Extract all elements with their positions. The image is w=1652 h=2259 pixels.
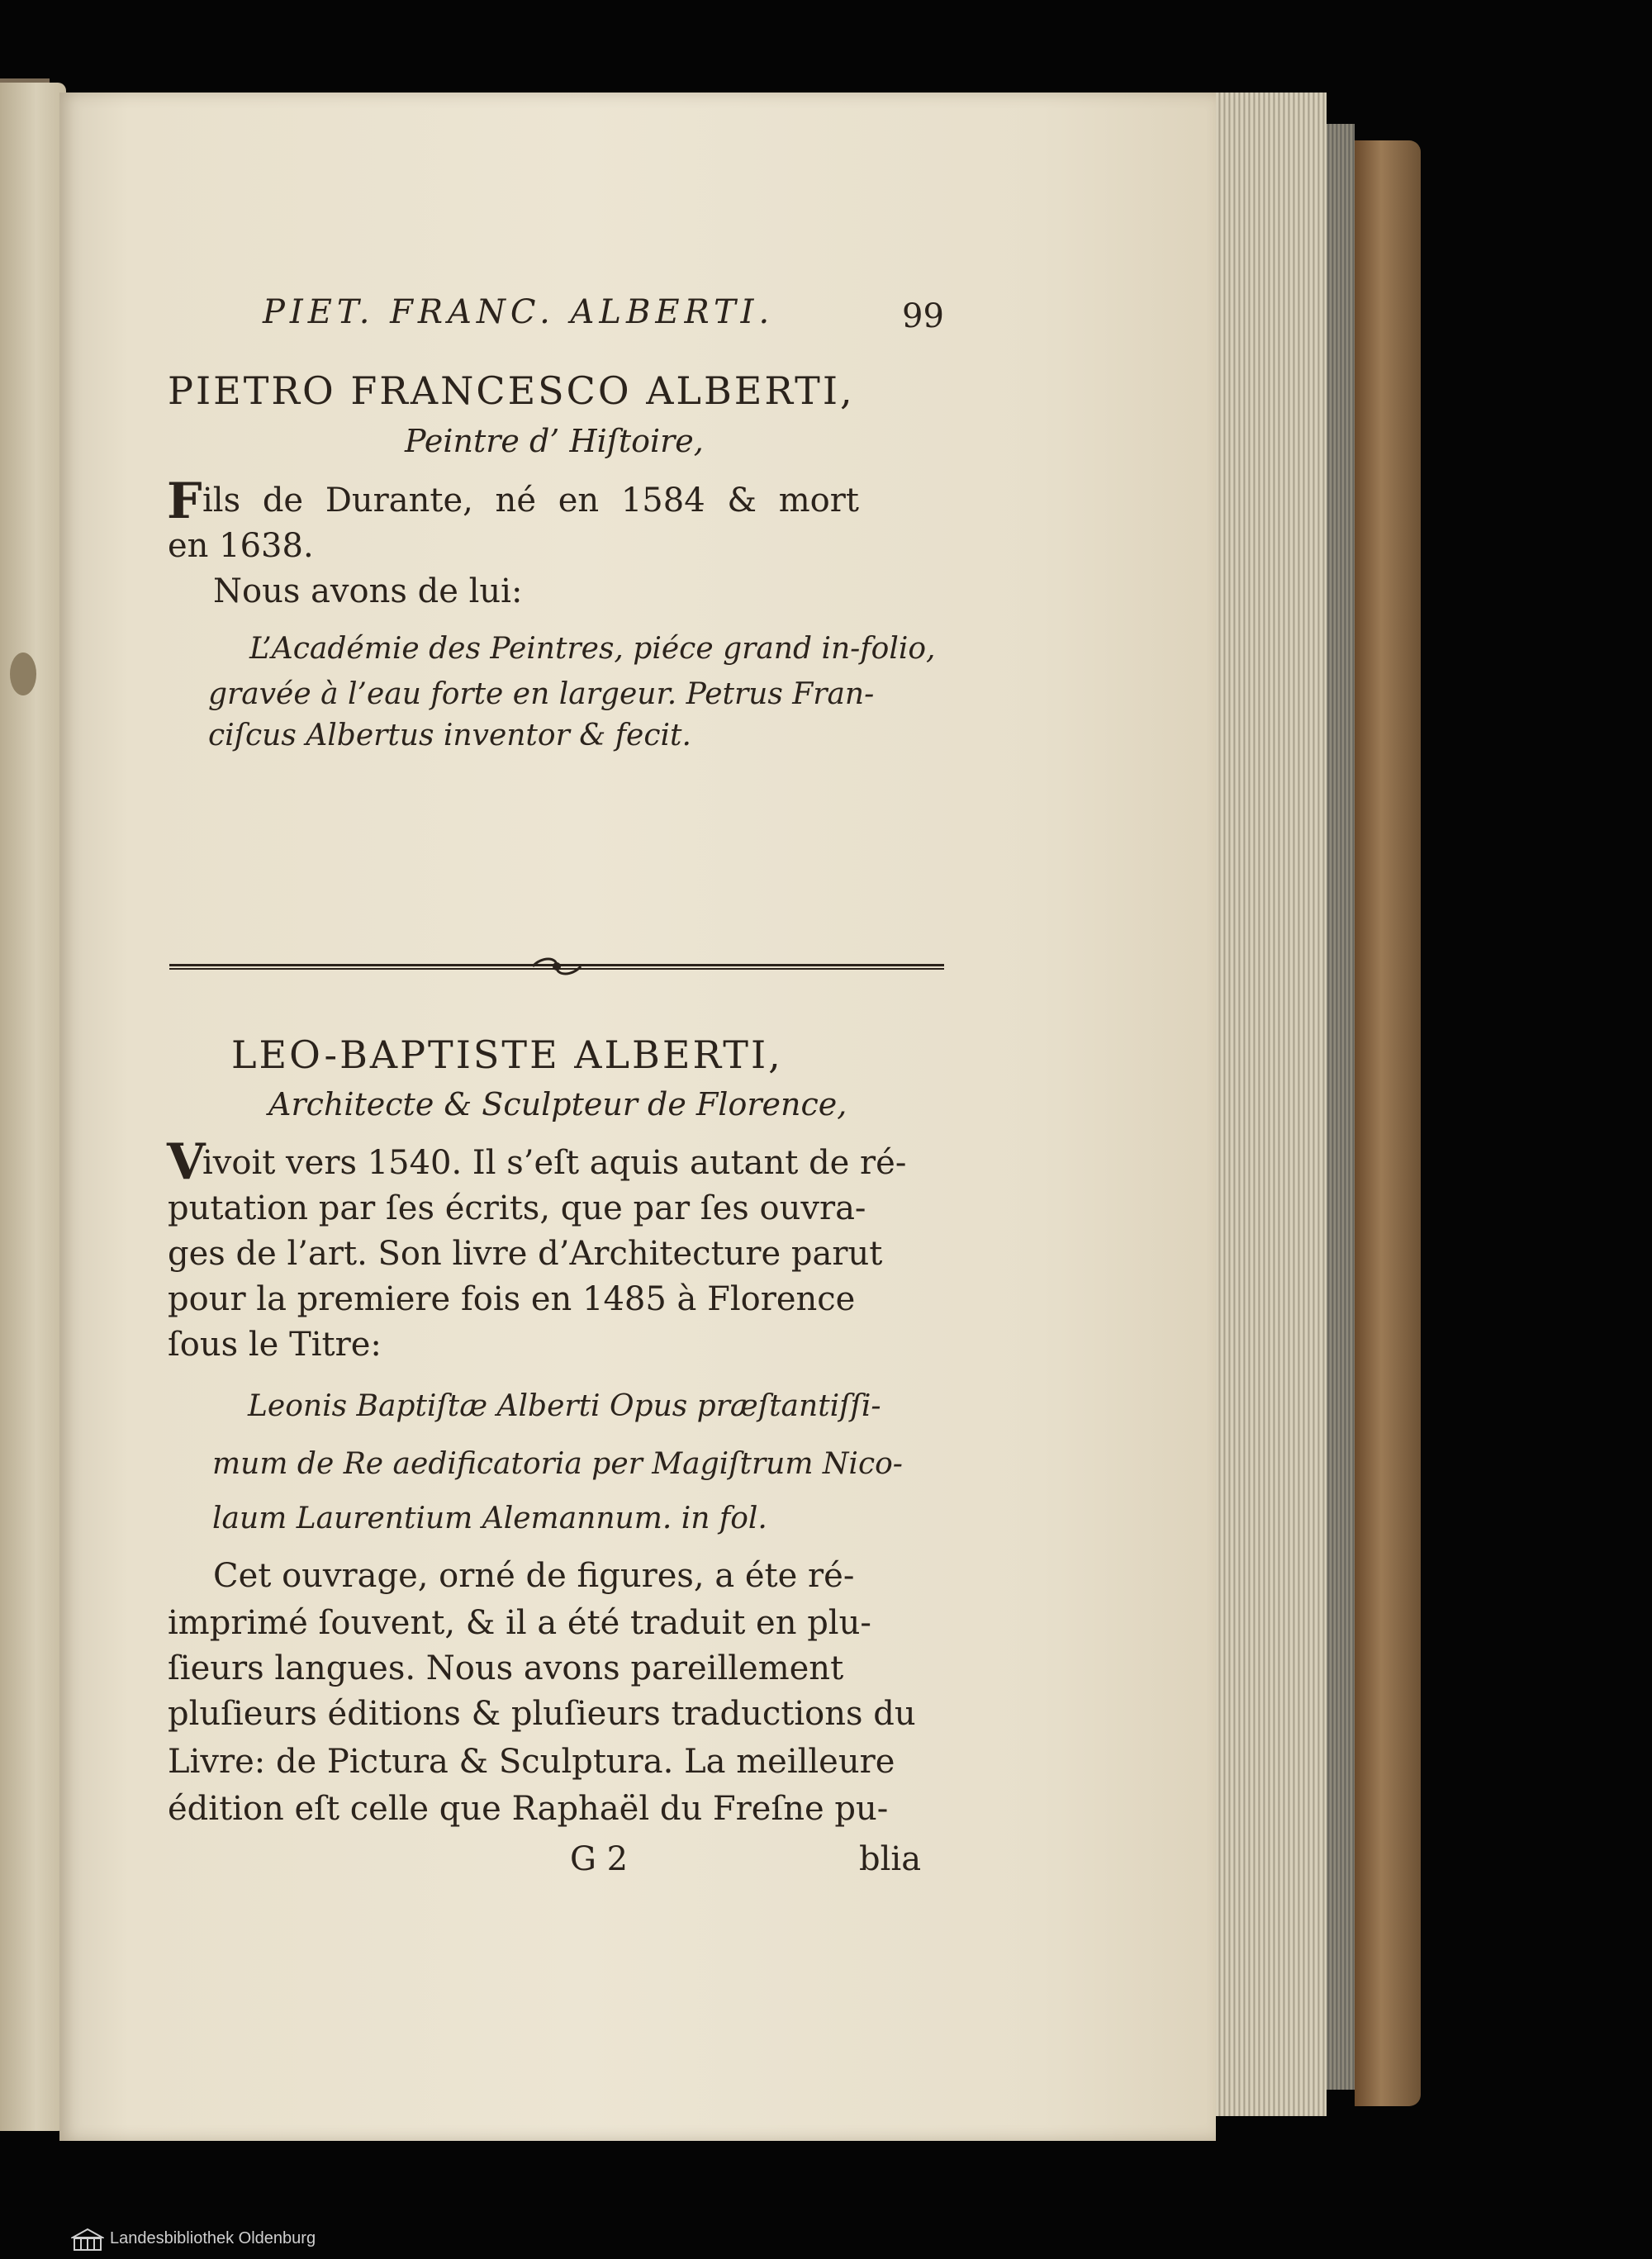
body-line: pour la premiere fois en 1485 à Florence (168, 1280, 856, 1318)
entry-subtitle: Peintre d’ Hiſtoire, (405, 423, 704, 459)
library-building-icon (71, 2228, 104, 2252)
citation-line: mum de Re aedificatoria per Magiſtrum Nico- (212, 1447, 903, 1481)
body-line: Nous avons de lui: (213, 572, 523, 610)
body-line: édition eſt celle que Raphaël du Freſne pu- (168, 1790, 889, 1828)
body-line: ils de Durante, né en 1584 & mort (202, 482, 859, 520)
citation-line: L’Académie des Peintres, piéce grand in-folio, (249, 632, 936, 666)
citation-line: laum Laurentium Alemannum. in fol. (212, 1502, 767, 1535)
drop-initial: V (167, 1133, 206, 1191)
body-line: ges de l’art. Son livre d’Architecture parut (168, 1235, 883, 1273)
entry-subtitle: Architecte & Sculpteur de Florence, (268, 1086, 847, 1122)
ornamental-divider (169, 956, 944, 976)
body-line: ivoit vers 1540. Il s’eſt aquis autant de ré- (202, 1144, 907, 1182)
library-name: Landesbibliothek Oldenburg (110, 2229, 316, 2247)
body-line: imprimé ſouvent, & il a été traduit en plu- (168, 1604, 871, 1642)
drop-initial: F (167, 472, 202, 530)
previous-page-edge (0, 83, 66, 2131)
signature-mark: G 2 (570, 1840, 629, 1878)
body-line: en 1638. (168, 527, 314, 565)
body-line: pluſieurs éditions & pluſieurs traductions du (168, 1695, 916, 1733)
book-cover-edge (1355, 140, 1421, 2106)
page-stack-dark (1322, 124, 1355, 2090)
paper-stain (10, 653, 36, 695)
body-line: ſieurs langues. Nous avons pareillement (168, 1649, 844, 1687)
citation-line: Leonis Baptiſtæ Alberti Opus præſtantiſſi- (248, 1389, 881, 1423)
body-line: Livre: de Pictura & Sculptura. La meilleure (168, 1743, 895, 1781)
body-line: putation par ſes écrits, que par ſes ouvra- (168, 1189, 866, 1227)
running-head: PIET. FRANC. ALBERTI. (263, 293, 775, 331)
citation-line: ciſcus Albertus inventor & fecit. (208, 719, 691, 752)
entry-title: LEO-BAPTISTE ALBERTI, (231, 1032, 783, 1077)
body-line: Cet ouvrage, orné de figures, a éte ré- (213, 1557, 855, 1595)
page-number: 99 (902, 297, 944, 335)
entry-title: PIETRO FRANCESCO ALBERTI, (168, 368, 855, 413)
catchword: blia (859, 1840, 922, 1878)
page-stack (1211, 93, 1327, 2116)
body-line: ſous le Titre: (168, 1326, 382, 1364)
citation-line: gravée à l’eau forte en largeur. Petrus Fran- (208, 677, 875, 711)
